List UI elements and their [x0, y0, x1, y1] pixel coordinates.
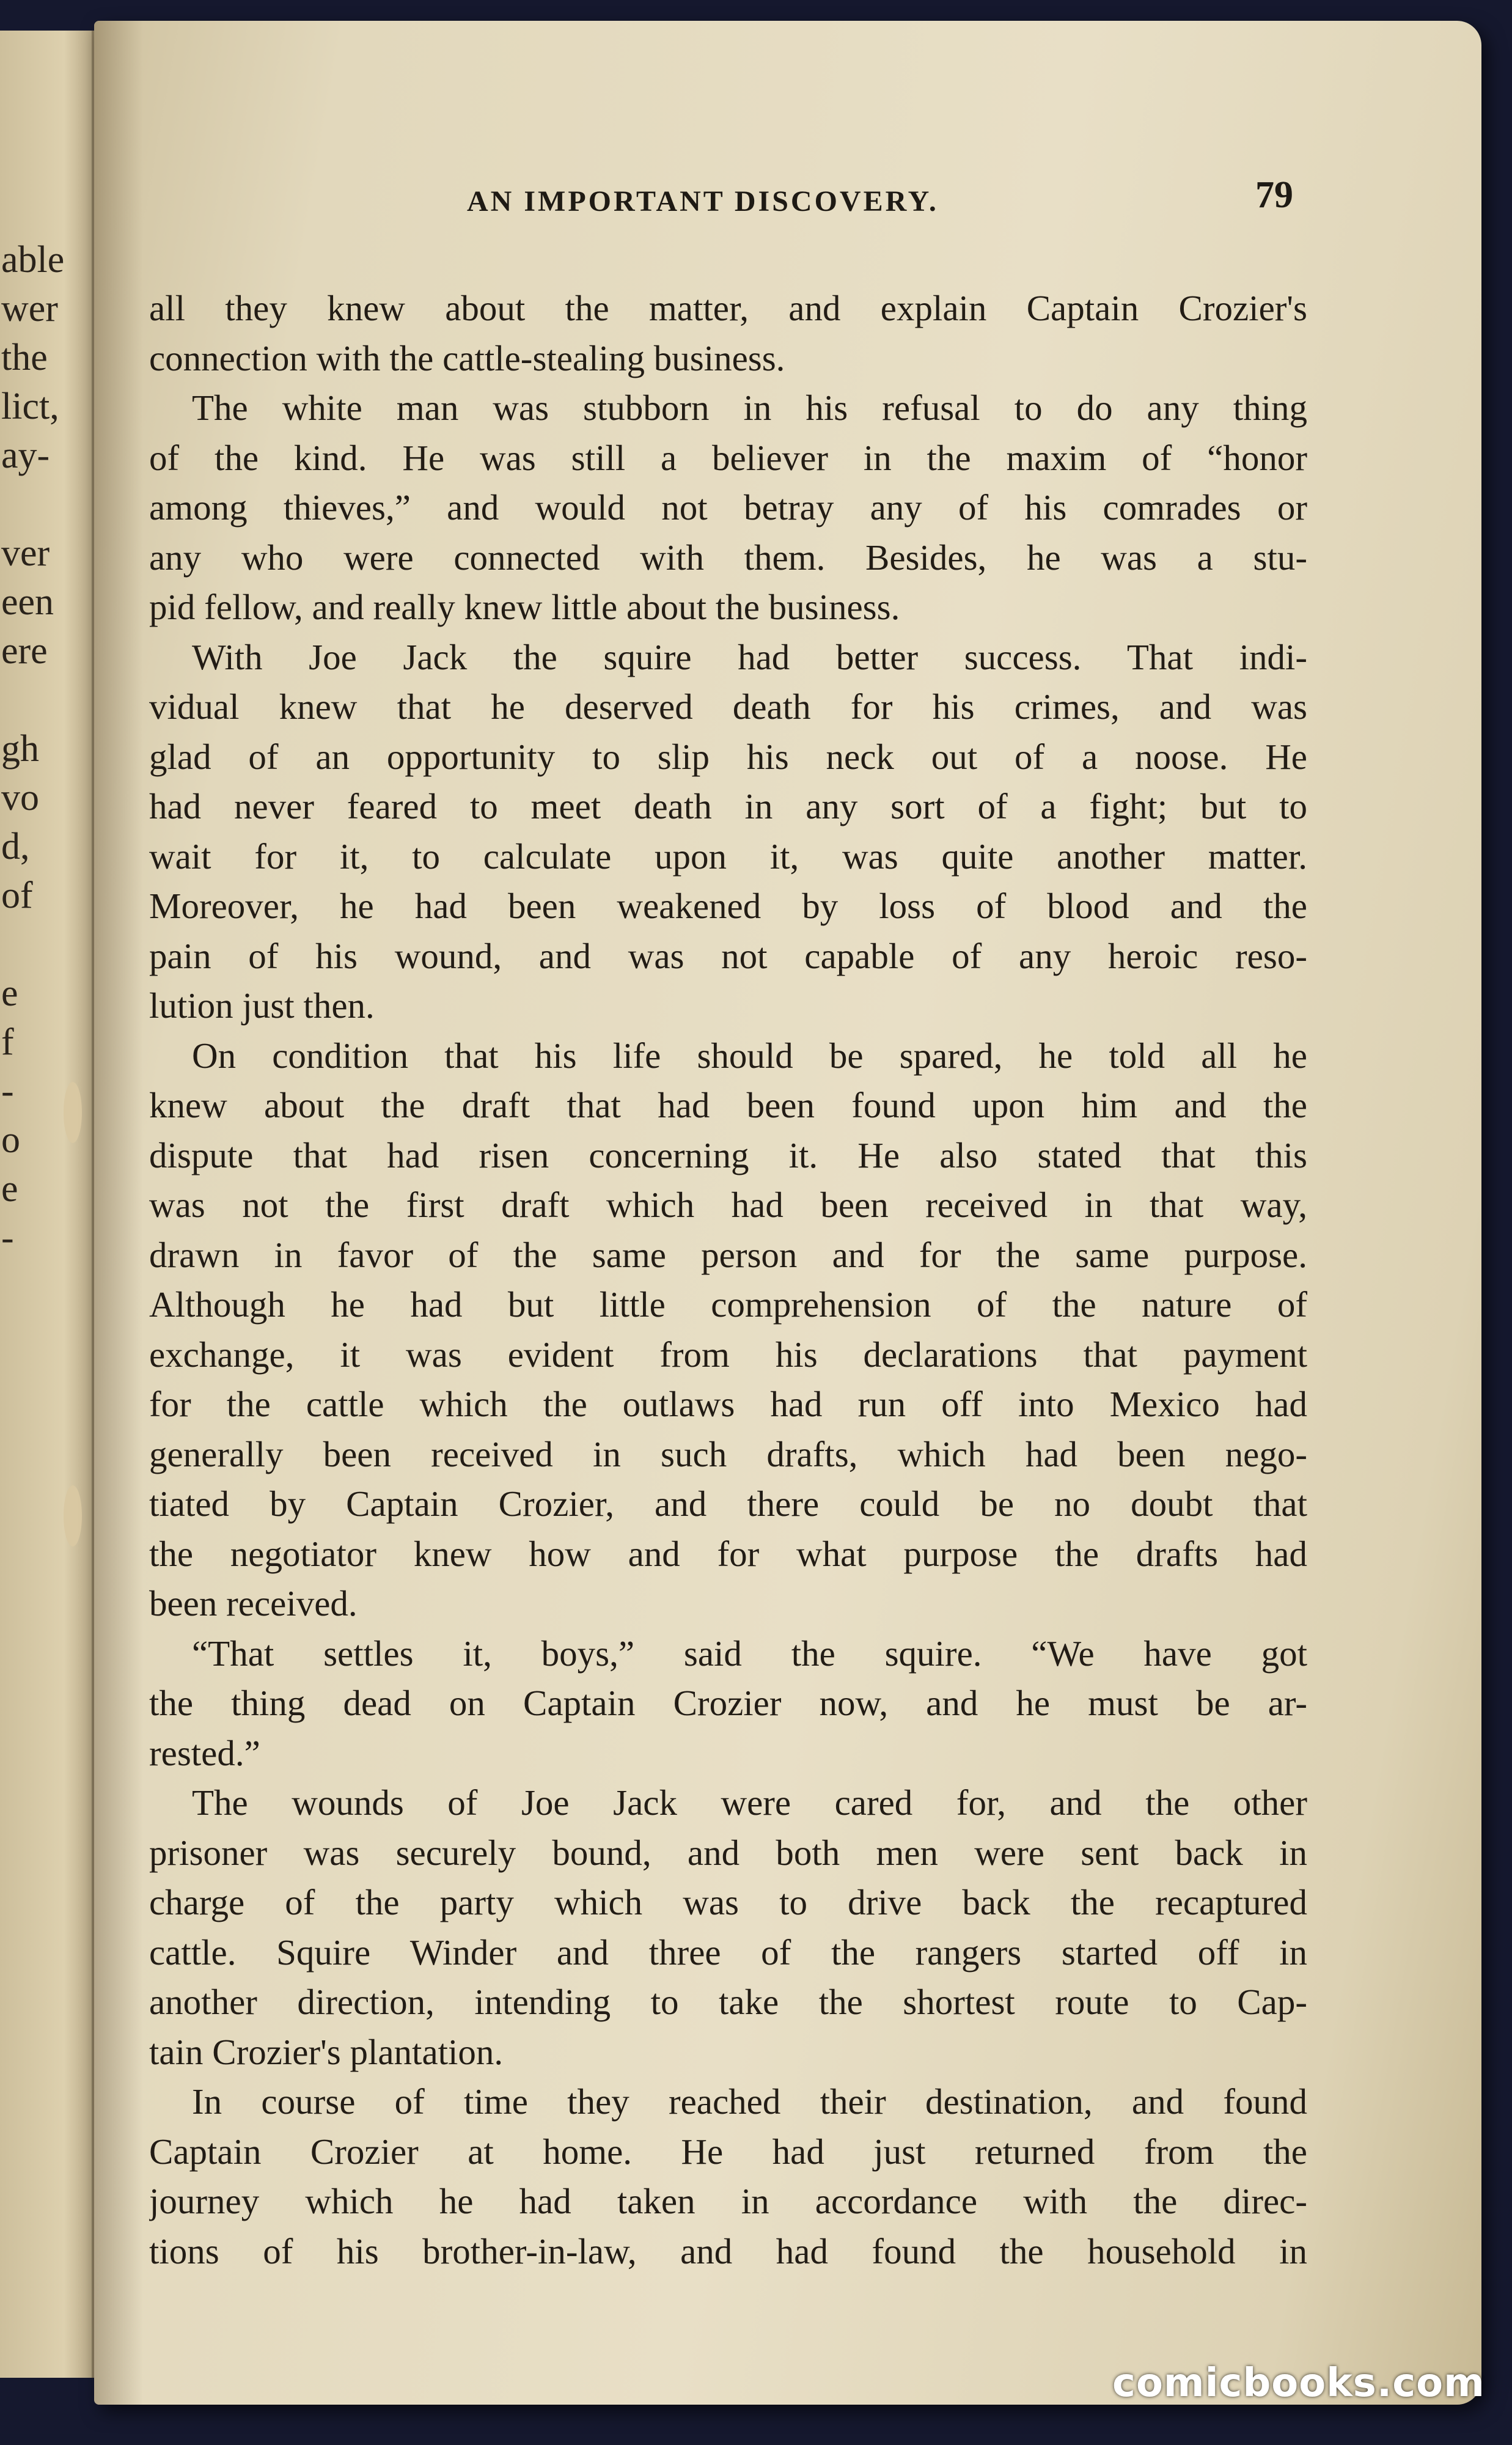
text-line: Moreover, he had been weakened by loss of blood and the — [149, 886, 1307, 926]
text-line: tiated by Captain Crozier, and there could be no doubt that — [149, 1484, 1307, 1524]
text-line: With Joe Jack the squire had better success. That indi- — [192, 636, 1307, 677]
text-line: another direction, intending to take the shortest route to Cap- — [149, 1982, 1307, 2022]
watermark: comicbooks.com — [1112, 2361, 1485, 2406]
left-page-fragment: d, — [1, 826, 30, 867]
text-line: On condition that his life should be spared, he told all he — [192, 1035, 1307, 1076]
text-line: connection with the cattle-stealing business. — [149, 337, 785, 378]
text-line: vidual knew that he deserved death for his crimes, and was — [149, 686, 1307, 727]
left-page-fragment: gh — [1, 728, 39, 770]
left-page-fragment: e — [1, 972, 18, 1014]
text-line: had never feared to meet death in any sort of a fight; but to — [149, 786, 1307, 826]
left-page-fragment: een — [1, 581, 54, 623]
text-line: generally been received in such drafts, which had been nego- — [149, 1433, 1307, 1474]
text-line: “That settles it, boys,” said the squire. “We have got — [192, 1633, 1307, 1674]
text-line: all they knew about the matter, and explain Captain Crozier's — [149, 288, 1307, 328]
text-line: rested.” — [149, 1732, 260, 1773]
text-line: been received. — [149, 1583, 358, 1623]
body-text — [149, 284, 1307, 2276]
text-line: drawn in favor of the same person and for the same purpose. — [149, 1234, 1307, 1275]
text-line: any who were connected with them. Besides, he was a stu- — [149, 537, 1307, 578]
chapter-title: AN IMPORTANT DISCOVERY. — [467, 185, 939, 218]
text-line: the thing dead on Captain Crozier now, and he must be ar- — [149, 1683, 1307, 1723]
left-page-fragment: f — [1, 1021, 14, 1063]
left-page-edge — [0, 31, 95, 2378]
left-page-fragment: ay- — [1, 435, 50, 476]
left-page-fragment: - — [1, 1217, 14, 1259]
page-tear — [64, 1485, 82, 1546]
running-head — [94, 174, 1481, 222]
left-page-fragment: the — [1, 337, 48, 378]
text-line: tions of his brother-in-law, and had found the household in — [149, 2230, 1307, 2271]
text-line: lution just then. — [149, 985, 375, 1026]
book-page — [94, 21, 1481, 2405]
left-page-fragment: ver — [1, 532, 50, 574]
text-line: tain Crozier's plantation. — [149, 2031, 504, 2072]
text-line: among thieves,” and would not betray any of his comrades or — [149, 487, 1307, 528]
text-line: knew about the draft that had been found upon him and the — [149, 1085, 1307, 1125]
text-line: glad of an opportunity to slip his neck out of a noose. He — [149, 736, 1307, 777]
text-line: cattle. Squire Winder and three of the rangers started off in — [149, 1932, 1307, 1973]
text-line: journey which he had taken in accordance with the direc- — [149, 2181, 1307, 2221]
page-tear — [64, 1082, 82, 1143]
text-line: of the kind. He was still a believer in the maxim of “honor — [149, 437, 1307, 478]
text-line: exchange, it was evident from his declarations that payment — [149, 1334, 1307, 1375]
left-page-fragment: able — [1, 239, 65, 281]
left-page-fragment: lict, — [1, 386, 59, 427]
left-page-fragment: vo — [1, 777, 39, 818]
text-line: Captain Crozier at home. He had just returned from the — [149, 2131, 1307, 2172]
left-page-fragment: o — [1, 1119, 20, 1161]
text-line: The wounds of Joe Jack were cared for, and the other — [192, 1782, 1307, 1823]
text-line: pid fellow, and really knew little about the business. — [149, 587, 900, 627]
text-line: wait for it, to calculate upon it, was quite another matter. — [149, 836, 1307, 877]
text-line: prisoner was securely bound, and both men were sent back in — [149, 1832, 1307, 1873]
left-page-fragment: ere — [1, 630, 48, 672]
left-page-fragment: e — [1, 1168, 18, 1210]
text-line: dispute that had risen concerning it. He also stated that this — [149, 1134, 1307, 1175]
text-line: pain of his wound, and was not capable of any heroic reso- — [149, 935, 1307, 976]
text-line: The white man was stubborn in his refusal to do any thing — [192, 388, 1307, 428]
text-line: the negotiator knew how and for what purpose the drafts had — [149, 1533, 1307, 1574]
text-line: Although he had but little comprehension of the nature of — [149, 1284, 1307, 1325]
left-page-fragment: of — [1, 875, 33, 916]
text-line: charge of the party which was to drive back the recaptured — [149, 1882, 1307, 1922]
text-line: was not the first draft which had been received in that way, — [149, 1185, 1307, 1225]
left-page-fragment: wer — [1, 288, 58, 329]
left-page-fragment: - — [1, 1070, 14, 1112]
page-number: 79 — [1255, 174, 1293, 216]
text-line: for the cattle which the outlaws had run off into Mexico had — [149, 1384, 1307, 1424]
text-line: In course of time they reached their destination, and found — [192, 2081, 1307, 2122]
